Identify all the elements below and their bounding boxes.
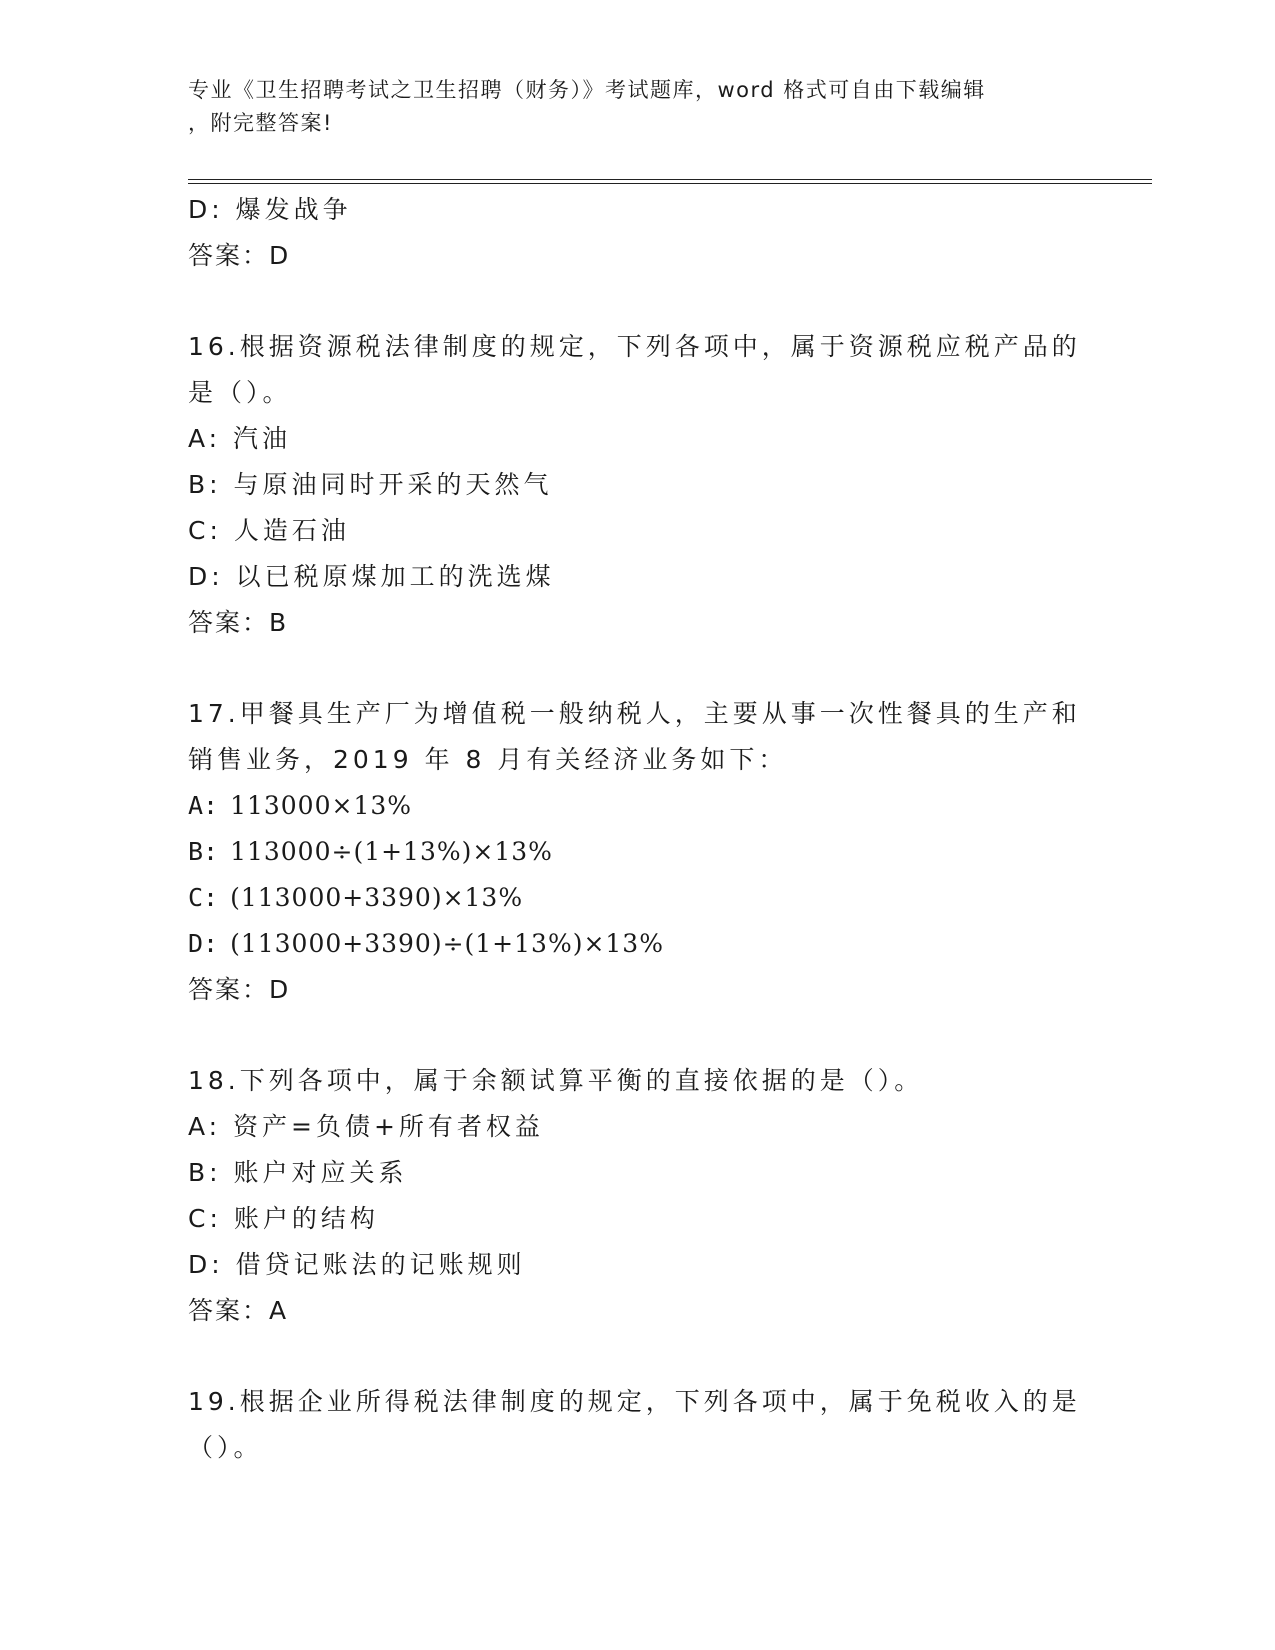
option-label: C: [188,883,219,912]
question-16-option-c: C: 人造石油 [188,516,350,545]
question-list [188,187,1088,1471]
question-17 [188,691,1088,1013]
question-17-stem-line1: 17.甲餐具生产厂为增值税一般纳税人，主要从事一次性餐具的生产和 [188,699,1081,728]
option-label: A: [188,791,219,820]
question-16-option-d: D: 以已税原煤加工的洗选煤 [188,562,555,591]
question-17-option-a [188,783,1088,829]
question-16-answer: 答案：B [188,608,289,637]
question-16-stem-line1: 16.根据资源税法律制度的规定，下列各项中，属于资源税应税产品的 [188,332,1081,361]
option-value: 113000÷(1+13%)×13% [230,837,553,866]
question-19-stem-line2: （）。 [188,1433,263,1462]
prev-option-d: D: 爆发战争 [188,195,352,224]
question-18-stem: 18.下列各项中，属于余额试算平衡的直接依据的是（）。 [188,1066,924,1095]
question-18-option-b: B: 账户对应关系 [188,1158,408,1187]
option-value: (113000+3390)÷(1+13%)×13% [230,929,664,958]
header-title-line1: 专业《卫生招聘考试之卫生招聘（财务）》考试题库，word 格式可自由下载编辑 [188,78,986,102]
question-17-stem-line2: 销售业务，2019 年 8 月有关经济业务如下： [188,745,788,774]
option-value: 113000×13% [230,791,413,820]
question-16-option-a: A: 汽油 [188,424,292,453]
question-16-option-b: B: 与原油同时开采的天然气 [188,470,553,499]
question-18-option-a: A: 资产=负债+所有者权益 [188,1112,544,1141]
option-label: D: [188,929,219,958]
question-16 [188,324,1088,646]
prev-answer: 答案：D [188,241,291,270]
question-18-option-c: C: 账户的结构 [188,1204,379,1233]
document-header [188,74,1068,140]
header-divider-bottom [188,183,1152,184]
question-17-option-d [188,921,1088,967]
question-17-option-b [188,829,1088,875]
question-18-answer: 答案：A [188,1296,289,1325]
question-18 [188,1058,1088,1334]
option-value: (113000+3390)×13% [230,883,524,912]
question-17-answer: 答案：D [188,975,291,1004]
header-divider-top [188,179,1152,180]
header-title-line2: ，附完整答案! [188,111,333,135]
question-19-stem-line1: 19.根据企业所得税法律制度的规定，下列各项中，属于免税收入的是 [188,1387,1081,1416]
question-16-stem-line2: 是（）。 [188,378,292,407]
question-19 [188,1379,1088,1471]
option-label: B: [188,837,219,866]
question-17-option-c [188,875,1088,921]
question-18-option-d: D: 借贷记账法的记账规则 [188,1250,526,1279]
